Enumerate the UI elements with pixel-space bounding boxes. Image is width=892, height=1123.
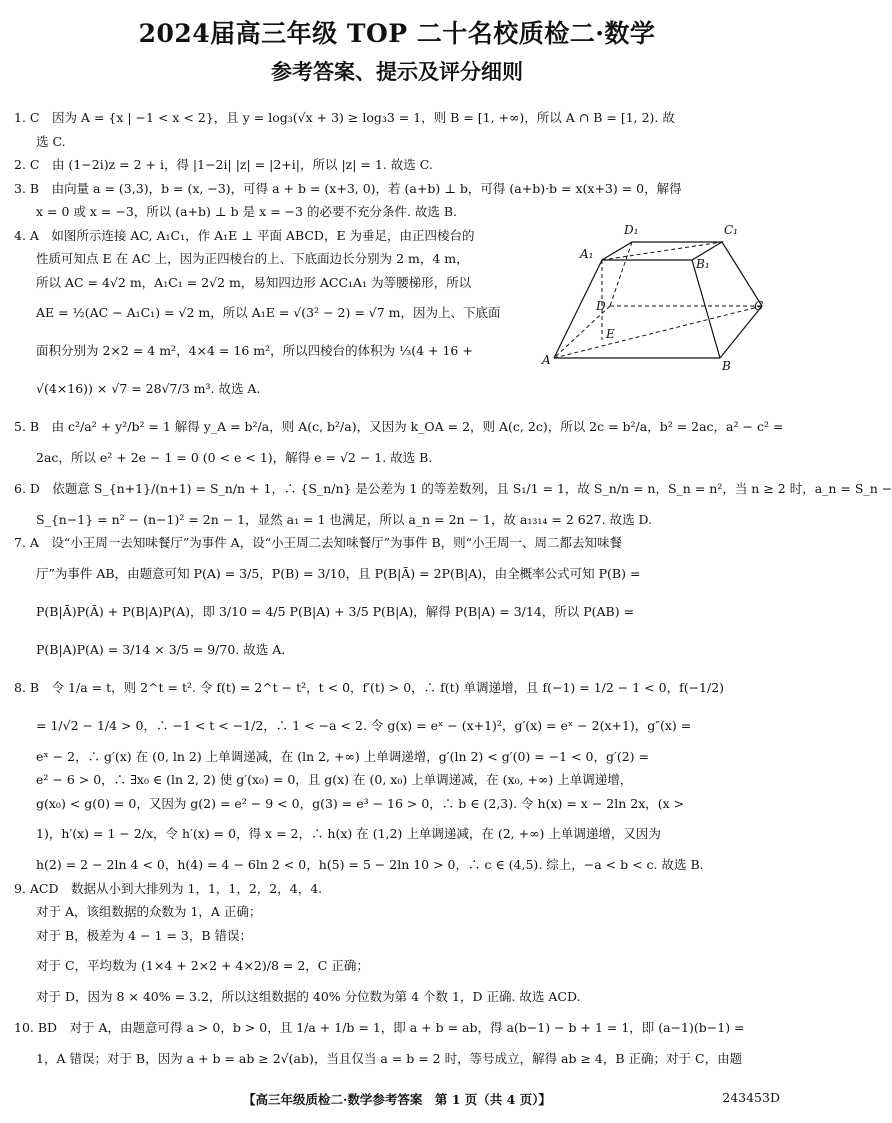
answer-line: = 1/√2 − 1/4 > 0，∴ −1 < t < −1/2，∴ 1 < −a < 2. 令 g(x) = eˣ − (x+1)²，g′(x) = eˣ − 2(x+1)，g″(x) =: [36, 717, 692, 733]
figure-label: C₁: [724, 222, 738, 237]
answer-line: 9. ACD 数据从小到大排列为 1，1，1，2，2，4，4.: [14, 880, 323, 896]
answer-line: 选 C.: [36, 133, 66, 149]
figure-label: A₁: [580, 246, 594, 261]
answer-line: 1. C 因为 A = {x | −1 < x < 2}，且 y = log₃(√x + 3) ≥ log₃3 = 1，则 B = [1, +∞)，所以 A ∩ B = [1, 2). 故: [14, 110, 675, 125]
answer-line: 2. C 由 (1−2i)z = 2 + i，得 |1−2i| |z| = |2+i|，所以 |z| = 1. 故选 C.: [14, 157, 433, 172]
answer-line: eˣ − 2，∴ g′(x) 在 (0, ln 2) 上单调递减，在 (ln 2, +∞) 上单调递增，g′(ln 2) < g′(0) = −1 < 0，g′(2) =: [36, 748, 649, 764]
figure-label: A: [542, 352, 551, 367]
answer-line: 2ac，所以 e² + 2e − 1 = 0 (0 < e < 1)，解得 e = √2 − 1. 故选 B.: [36, 450, 433, 465]
answer-body: [14, 106, 892, 1070]
answer-line: 1)，h′(x) = 1 − 2/x，令 h′(x) = 0，得 x = 2，∴ h(x) 在 (1,2) 上单调递减，在 (2, +∞) 上单调递增，又因为: [36, 826, 661, 841]
answer-line: 5. B 由 c²/a² + y²/b² = 1 解得 y_A = b²/a，则 A(c, b²/a)，又因为 k_OA = 2，则 A(c, 2c)，所以 2c = b²/a，b² = 2ac，a² − c² =: [14, 419, 784, 434]
figure-label: D₁: [624, 222, 639, 237]
answer-line: h(2) = 2 − 2ln 4 < 0，h(4) = 4 − 6ln 2 < 0，h(5) = 5 − 2ln 10 > 0，∴ c ∈ (4,5). 综上，−a < b < c. 故选 B.: [36, 857, 704, 872]
answer-line: 8. B 令 1/a = t，则 2^t = t². 令 f(t) = 2^t − t²，t < 0，f′(t) > 0，∴ f(t) 单调递增，且 f(−1) = 1/2 − 1 < 0，f(−1/2): [14, 679, 725, 695]
answer-line: P(B|Ā)P(Ā) + P(B|A)P(A)，即 3/10 = 4/5 P(B|A) + 3/5 P(B|A)，解得 P(B|A) = 3/14，所以 P(AB) =: [36, 603, 635, 619]
figure-label: B: [722, 358, 731, 373]
answer-line: AE = ½(AC − A₁C₁) = √2 m，所以 A₁E = √(3² − 2) = √7 m，因为上、下底面: [36, 305, 501, 320]
answer-line: 面积分别为 2×2 = 4 m²，4×4 = 16 m²，所以四棱台的体积为 ⅓(4 + 16 +: [36, 343, 473, 358]
answer-line: 6. D 依题意 S_{n+1}/(n+1) = S_n/n + 1，∴ {S_n/n} 是公差为 1 的等差数列，且 S₁/1 = 1，故 S_n/n = n，S_n = n²，当 n ≥ 2 时，a_n = S_n −: [14, 480, 892, 496]
answer-line: 对于 C，平均数为 (1×4 + 2×2 + 4×2)/8 = 2，C 正确；: [36, 958, 369, 973]
answer-line: g(x₀) < g(0) = 0，又因为 g(2) = e² − 9 < 0，g(3) = e³ − 16 > 0，∴ b ∈ (2,3). 令 h(x) = x − 2ln 2x，(x >: [36, 795, 685, 811]
page-subtitle: 参考答案、提示及评分细则: [271, 59, 523, 84]
answer-line: x = 0 或 x = −3，所以 (a+b) ⊥ b 是 x = −3 的必要不充分条件. 故选 B.: [36, 204, 458, 219]
answer-line: P(B|A)P(A) = 3/14 × 3/5 = 9/70. 故选 A.: [36, 641, 286, 657]
answer-line: 对于 B，极差为 4 − 1 = 3，B 错误；: [36, 927, 252, 943]
answer-line: 10. BD 对于 A，由题意可得 a > 0，b > 0，且 1/a + 1/b = 1，即 a + b = ab，得 a(b−1) − b + 1 = 1，即 (a−1)(b−1) =: [14, 1019, 745, 1035]
answer-line: 3. B 由向量 a = (3,3)，b = (x, −3)，可得 a + b = (x+3, 0)，若 (a+b) ⊥ b，可得 (a+b)·b = x(x+3) = 0，解得: [14, 180, 682, 196]
figure-label: C: [754, 298, 764, 313]
footer-code: 243453D: [722, 1090, 780, 1105]
answer-line: 对于 D，因为 8 × 40% = 3.2，所以这组数据的 40% 分位数为第 4 个数 1，D 正确. 故选 ACD.: [36, 989, 581, 1004]
answer-line: 4. A 如图所示连接 AC, A₁C₁，作 A₁E ⊥ 平面 ABCD，E 为垂足，由正四棱台的: [14, 227, 475, 243]
answer-line: 性质可知点 E 在 AC 上，因为正四棱台的上、下底面边长分别为 2 m，4 m，: [36, 251, 469, 266]
answer-line: 厅”为事件 AB，由题意可知 P(A) = 3/5，P(B) = 3/10，且 P(B|Ā) = 2P(B|A)，由全概率公式可知 P(B) =: [36, 565, 641, 581]
footer-page-info: 【高三年级质检二·数学参考答案 第 1 页（共 4 页）】: [243, 1092, 551, 1107]
answer-line: 1，A 错误；对于 B，因为 a + b = ab ≥ 2√(ab)，当且仅当 a = b = 2 时，等号成立，解得 ab ≥ 4，B 正确；对于 C，由题: [36, 1050, 743, 1066]
answer-line: √(4×16)) × √7 = 28√7/3 m³. 故选 A.: [36, 381, 261, 396]
answer-line: S_{n−1} = n² − (n−1)² = 2n − 1，显然 a₁ = 1 也满足，所以 a_n = 2n − 1，故 a₁₃₁₄ = 2 627. 故选 D.: [36, 511, 653, 527]
answer-line: 对于 A，该组数据的众数为 1，A 正确；: [36, 904, 262, 919]
question-4-block: [14, 222, 764, 409]
answer-line: e² − 6 > 0，∴ ∃x₀ ∈ (ln 2, 2) 使 g′(x₀) = 0，且 g(x) 在 (0, x₀) 上单调递减，在 (x₀, +∞) 上单调递增，: [36, 772, 633, 787]
answer-line: 所以 AC = 4√2 m，A₁C₁ = 2√2 m，易知四边形 ACC₁A₁ 为等腰梯形，所以: [36, 274, 472, 290]
frustum-figure: [540, 218, 770, 383]
figure-label: E: [606, 326, 615, 341]
figure-label: D: [596, 298, 606, 313]
page-title: 2024届高三年级 TOP 二十名校质检二·数学: [138, 19, 656, 48]
answer-line: 7. A 设“小王周一去知味餐厅”为事件 A，设“小王周二去知味餐厅”为事件 B，则“小王周一、周二都去知味餐: [14, 535, 623, 550]
figure-label: B₁: [696, 256, 710, 271]
